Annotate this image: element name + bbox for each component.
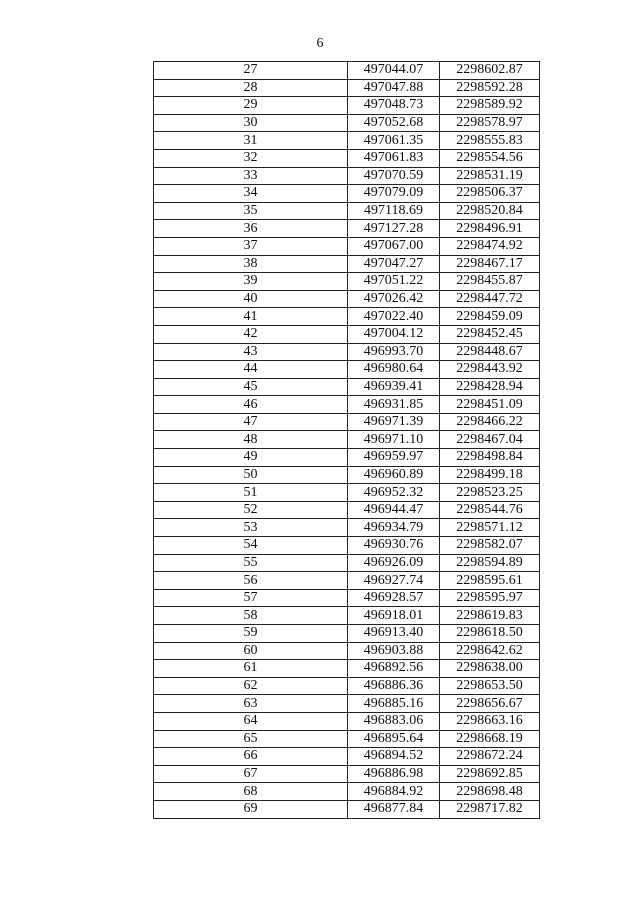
coordinate-table [153, 61, 540, 819]
point-number-cell: 67 [154, 765, 348, 783]
x-coordinate-cell: 496993.70 [348, 343, 440, 361]
y-coordinate-cell: 2298452.45 [440, 325, 540, 343]
y-coordinate-cell: 2298663.16 [440, 712, 540, 730]
x-coordinate-cell: 496892.56 [348, 660, 440, 678]
x-coordinate-cell: 496927.74 [348, 572, 440, 590]
table-row [154, 466, 540, 484]
table-row [154, 800, 540, 818]
y-coordinate-cell: 2298594.89 [440, 554, 540, 572]
point-number-cell: 47 [154, 413, 348, 431]
x-coordinate-cell: 497061.83 [348, 149, 440, 167]
y-coordinate-cell: 2298474.92 [440, 237, 540, 255]
y-coordinate-cell: 2298496.91 [440, 220, 540, 238]
table-row [154, 413, 540, 431]
x-coordinate-cell: 496886.36 [348, 677, 440, 695]
table-row [154, 167, 540, 185]
x-coordinate-cell: 497070.59 [348, 167, 440, 185]
x-coordinate-cell: 497118.69 [348, 202, 440, 220]
table-row [154, 361, 540, 379]
coordinate-table-body [154, 62, 540, 819]
point-number-cell: 37 [154, 237, 348, 255]
x-coordinate-cell: 497052.68 [348, 114, 440, 132]
y-coordinate-cell: 2298642.62 [440, 642, 540, 660]
x-coordinate-cell: 496913.40 [348, 625, 440, 643]
y-coordinate-cell: 2298717.82 [440, 800, 540, 818]
point-number-cell: 63 [154, 695, 348, 713]
x-coordinate-cell: 497004.12 [348, 325, 440, 343]
y-coordinate-cell: 2298698.48 [440, 783, 540, 801]
y-coordinate-cell: 2298428.94 [440, 378, 540, 396]
table-row [154, 695, 540, 713]
table-row [154, 748, 540, 766]
y-coordinate-cell: 2298571.12 [440, 519, 540, 537]
table-row [154, 290, 540, 308]
x-coordinate-cell: 497067.00 [348, 237, 440, 255]
y-coordinate-cell: 2298467.04 [440, 431, 540, 449]
x-coordinate-cell: 496903.88 [348, 642, 440, 660]
point-number-cell: 62 [154, 677, 348, 695]
table-row [154, 343, 540, 361]
point-number-cell: 61 [154, 660, 348, 678]
table-row [154, 484, 540, 502]
x-coordinate-cell: 496928.57 [348, 589, 440, 607]
point-number-cell: 40 [154, 290, 348, 308]
y-coordinate-cell: 2298498.84 [440, 449, 540, 467]
y-coordinate-cell: 2298656.67 [440, 695, 540, 713]
y-coordinate-cell: 2298618.50 [440, 625, 540, 643]
point-number-cell: 41 [154, 308, 348, 326]
point-number-cell: 68 [154, 783, 348, 801]
point-number-cell: 29 [154, 97, 348, 115]
y-coordinate-cell: 2298638.00 [440, 660, 540, 678]
table-row [154, 730, 540, 748]
table-row [154, 554, 540, 572]
y-coordinate-cell: 2298499.18 [440, 466, 540, 484]
point-number-cell: 64 [154, 712, 348, 730]
y-coordinate-cell: 2298466.22 [440, 413, 540, 431]
table-row [154, 237, 540, 255]
y-coordinate-cell: 2298459.09 [440, 308, 540, 326]
table-row [154, 220, 540, 238]
table-row [154, 185, 540, 203]
x-coordinate-cell: 496971.39 [348, 413, 440, 431]
point-number-cell: 28 [154, 79, 348, 97]
point-number-cell: 43 [154, 343, 348, 361]
x-coordinate-cell: 496877.84 [348, 800, 440, 818]
y-coordinate-cell: 2298448.67 [440, 343, 540, 361]
table-row [154, 132, 540, 150]
point-number-cell: 53 [154, 519, 348, 537]
point-number-cell: 50 [154, 466, 348, 484]
x-coordinate-cell: 496894.52 [348, 748, 440, 766]
table-row [154, 202, 540, 220]
table-row [154, 783, 540, 801]
x-coordinate-cell: 496959.97 [348, 449, 440, 467]
point-number-cell: 45 [154, 378, 348, 396]
point-number-cell: 38 [154, 255, 348, 273]
x-coordinate-cell: 496934.79 [348, 519, 440, 537]
table-row [154, 62, 540, 80]
point-number-cell: 48 [154, 431, 348, 449]
point-number-cell: 54 [154, 537, 348, 555]
table-row [154, 114, 540, 132]
y-coordinate-cell: 2298455.87 [440, 273, 540, 291]
y-coordinate-cell: 2298506.37 [440, 185, 540, 203]
table-row [154, 325, 540, 343]
point-number-cell: 65 [154, 730, 348, 748]
y-coordinate-cell: 2298443.92 [440, 361, 540, 379]
y-coordinate-cell: 2298582.07 [440, 537, 540, 555]
table-row [154, 660, 540, 678]
point-number-cell: 52 [154, 501, 348, 519]
y-coordinate-cell: 2298447.72 [440, 290, 540, 308]
point-number-cell: 27 [154, 62, 348, 80]
table-row [154, 149, 540, 167]
x-coordinate-cell: 496926.09 [348, 554, 440, 572]
x-coordinate-cell: 497051.22 [348, 273, 440, 291]
point-number-cell: 30 [154, 114, 348, 132]
x-coordinate-cell: 497044.07 [348, 62, 440, 80]
x-coordinate-cell: 497047.27 [348, 255, 440, 273]
y-coordinate-cell: 2298653.50 [440, 677, 540, 695]
table-row [154, 589, 540, 607]
x-coordinate-cell: 496886.98 [348, 765, 440, 783]
x-coordinate-cell: 497047.88 [348, 79, 440, 97]
table-row [154, 79, 540, 97]
x-coordinate-cell: 496931.85 [348, 396, 440, 414]
point-number-cell: 46 [154, 396, 348, 414]
table-row [154, 378, 540, 396]
table-row [154, 537, 540, 555]
x-coordinate-cell: 496952.32 [348, 484, 440, 502]
point-number-cell: 34 [154, 185, 348, 203]
x-coordinate-cell: 496930.76 [348, 537, 440, 555]
table-row [154, 501, 540, 519]
y-coordinate-cell: 2298578.97 [440, 114, 540, 132]
x-coordinate-cell: 496885.16 [348, 695, 440, 713]
table-row [154, 255, 540, 273]
table-row [154, 97, 540, 115]
y-coordinate-cell: 2298523.25 [440, 484, 540, 502]
y-coordinate-cell: 2298467.17 [440, 255, 540, 273]
point-number-cell: 35 [154, 202, 348, 220]
point-number-cell: 33 [154, 167, 348, 185]
x-coordinate-cell: 496918.01 [348, 607, 440, 625]
y-coordinate-cell: 2298554.56 [440, 149, 540, 167]
table-row [154, 449, 540, 467]
y-coordinate-cell: 2298668.19 [440, 730, 540, 748]
point-number-cell: 56 [154, 572, 348, 590]
page-number: 6 [316, 36, 324, 51]
x-coordinate-cell: 497079.09 [348, 185, 440, 203]
y-coordinate-cell: 2298602.87 [440, 62, 540, 80]
x-coordinate-cell: 497048.73 [348, 97, 440, 115]
x-coordinate-cell: 496980.64 [348, 361, 440, 379]
x-coordinate-cell: 497026.42 [348, 290, 440, 308]
point-number-cell: 51 [154, 484, 348, 502]
point-number-cell: 60 [154, 642, 348, 660]
y-coordinate-cell: 2298451.09 [440, 396, 540, 414]
x-coordinate-cell: 496971.10 [348, 431, 440, 449]
x-coordinate-cell: 497061.35 [348, 132, 440, 150]
point-number-cell: 39 [154, 273, 348, 291]
y-coordinate-cell: 2298595.97 [440, 589, 540, 607]
y-coordinate-cell: 2298544.76 [440, 501, 540, 519]
table-row [154, 519, 540, 537]
point-number-cell: 59 [154, 625, 348, 643]
x-coordinate-cell: 496883.06 [348, 712, 440, 730]
table-row [154, 572, 540, 590]
point-number-cell: 55 [154, 554, 348, 572]
y-coordinate-cell: 2298589.92 [440, 97, 540, 115]
x-coordinate-cell: 497127.28 [348, 220, 440, 238]
x-coordinate-cell: 496939.41 [348, 378, 440, 396]
x-coordinate-cell: 497022.40 [348, 308, 440, 326]
x-coordinate-cell: 496884.92 [348, 783, 440, 801]
table-row [154, 712, 540, 730]
point-number-cell: 42 [154, 325, 348, 343]
point-number-cell: 44 [154, 361, 348, 379]
y-coordinate-cell: 2298672.24 [440, 748, 540, 766]
y-coordinate-cell: 2298592.28 [440, 79, 540, 97]
y-coordinate-cell: 2298619.83 [440, 607, 540, 625]
y-coordinate-cell: 2298692.85 [440, 765, 540, 783]
point-number-cell: 66 [154, 748, 348, 766]
table-row [154, 308, 540, 326]
y-coordinate-cell: 2298520.84 [440, 202, 540, 220]
point-number-cell: 32 [154, 149, 348, 167]
x-coordinate-cell: 496960.89 [348, 466, 440, 484]
y-coordinate-cell: 2298555.83 [440, 132, 540, 150]
table-row [154, 625, 540, 643]
point-number-cell: 58 [154, 607, 348, 625]
y-coordinate-cell: 2298531.19 [440, 167, 540, 185]
point-number-cell: 31 [154, 132, 348, 150]
table-row [154, 273, 540, 291]
table-row [154, 765, 540, 783]
x-coordinate-cell: 496944.47 [348, 501, 440, 519]
x-coordinate-cell: 496895.64 [348, 730, 440, 748]
y-coordinate-cell: 2298595.61 [440, 572, 540, 590]
table-row [154, 642, 540, 660]
table-row [154, 396, 540, 414]
table-row [154, 431, 540, 449]
point-number-cell: 49 [154, 449, 348, 467]
point-number-cell: 57 [154, 589, 348, 607]
point-number-cell: 36 [154, 220, 348, 238]
point-number-cell: 69 [154, 800, 348, 818]
table-row [154, 677, 540, 695]
table-row [154, 607, 540, 625]
